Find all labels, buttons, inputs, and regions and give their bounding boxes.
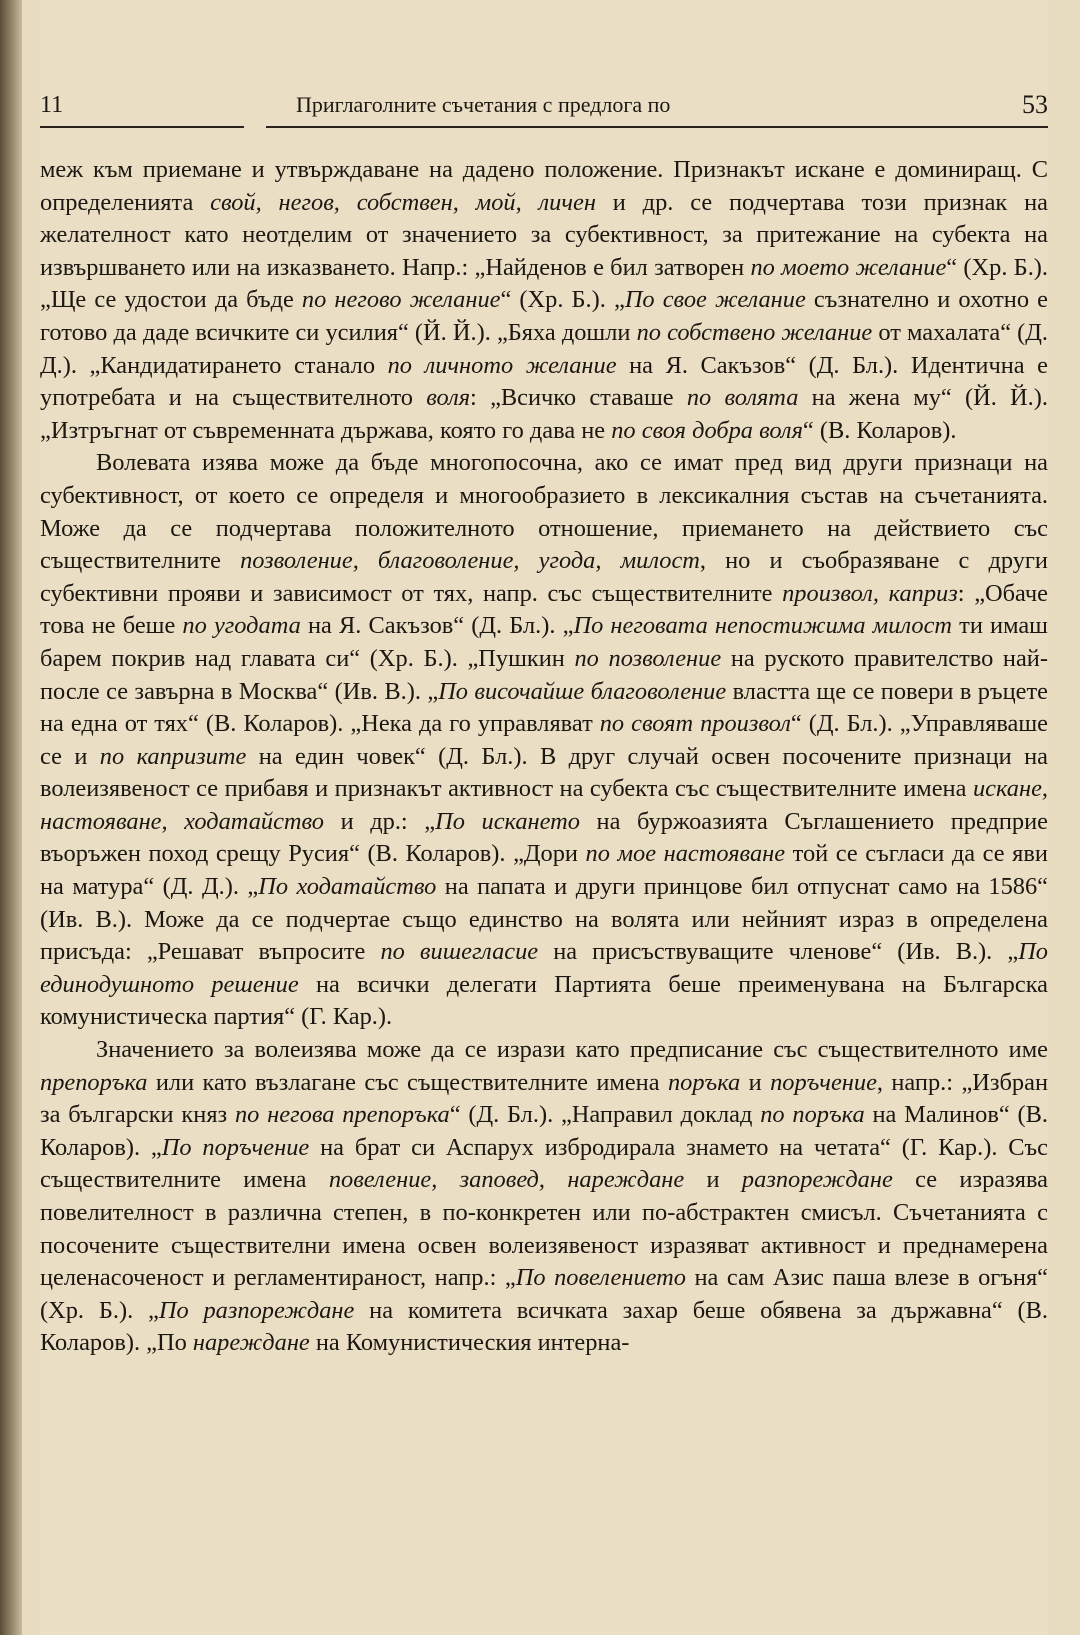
text-run: ти имаш барем покрив над главата си“ (Хр. Б.). „Пушкин <box>40 612 1048 672</box>
text-run: на брат си Аспарух избродирала знамето на четата“ (Г. Кар.). Със съществителните имена <box>40 1133 1048 1194</box>
italic-example-phrase: по поръка <box>760 1101 865 1129</box>
italic-example-phrase: По разпореждане <box>158 1296 355 1324</box>
italic-example-phrase: по позволение <box>574 644 722 672</box>
italic-example-phrase: По повелението <box>515 1264 686 1292</box>
text-run: : „Всичко ставаше <box>470 384 687 412</box>
italic-example-phrase: свой, негов, собствен, мой, личен <box>210 188 596 216</box>
text-run: “ (Хр. Б.). „Ще се удостои да бъде <box>40 253 1049 314</box>
text-run: съзнателно и охотно е готово да даде всичките си усилия“ (Й. Й.). „Бяха дошли <box>40 286 1048 346</box>
text-run: и др.: „ <box>324 807 436 835</box>
text-run: властта ще се повери в ръцете на една от тях“ (В. Коларов). „Нека да го управляват <box>40 677 1048 738</box>
text-run: “ (Д. Бл.). „Направил доклад <box>449 1101 761 1129</box>
text-run: на Я. Сакъзов“ (Д. Бл.). Идентична е употребата и на съществителното <box>40 351 1048 412</box>
italic-example-phrase: нареждане <box>192 1329 310 1357</box>
text-run: , но и съобразяване с други субективни прояви и зависимост от тях, напр. със съществителните <box>40 547 1048 607</box>
text-run: : „Обаче това не беше <box>40 579 1048 640</box>
italic-example-phrase: По ходатайство <box>258 873 437 901</box>
text-run: на сам Азис паша влезе в огъня“ (Хр. Б.). „ <box>40 1264 1049 1324</box>
paragraph <box>40 447 1048 1034</box>
text-run: на Комунистическия интерна- <box>309 1329 630 1357</box>
italic-example-phrase: по угодата <box>182 612 301 640</box>
italic-example-phrase: по негово желание <box>301 286 501 314</box>
page-number: 53 <box>1022 90 1048 119</box>
book-spine-shadow <box>0 0 22 1635</box>
text-run: и <box>740 1068 771 1096</box>
text-run: и <box>684 1166 742 1194</box>
text-run: на жена му“ (Й. Й.). „Изтръгнат от съвременната държава, която го дава не <box>40 384 1048 444</box>
italic-example-phrase: по собствено желание <box>636 318 873 346</box>
italic-example-phrase: по мое настояване <box>585 840 786 868</box>
text-run: “ (В. Коларов). <box>802 416 957 444</box>
text-run: на буржоазията Съглашението предприе въоръжен поход срещу Русия“ (В. Коларов). „Дори <box>40 807 1048 868</box>
italic-example-phrase: произвол, каприз <box>782 579 958 607</box>
text-run: или като възлагане със съществителните имена <box>147 1068 668 1096</box>
italic-example-phrase: разпореждане <box>741 1166 893 1194</box>
text-run: се изразява повелителност в различна степен, в по-конкретен или по-абстрактен смисъл. Съчетанията с посочените съществителни имена освен волеизявеност изразяват активност и преднамерена целенасоченост и регламентираност, напр.: „ <box>40 1166 1048 1292</box>
running-title: Приглаголните съчетания с предлога по <box>296 92 671 117</box>
header-rule-right <box>266 126 1048 128</box>
text-run: от махалата“ (Д. Д.). „Кандидатирането станало <box>40 318 1048 379</box>
italic-example-phrase: По височайше благоволение <box>438 677 727 705</box>
text-run: на Я. Сакъзов“ (Д. Бл.). „ <box>300 612 574 640</box>
text-run: на руското правителство най-после се завърна в Москва“ (Ив. В.). „ <box>40 644 1048 705</box>
italic-example-phrase: По единодушното решение <box>40 938 1048 998</box>
text-run: , напр.: „Избран за български княз <box>40 1068 1049 1129</box>
italic-example-phrase: По искането <box>435 807 580 835</box>
text-run: на Малинов“ (В. Коларов). „ <box>40 1101 1048 1161</box>
text-run: “ (Хр. Б.). „ <box>500 286 625 314</box>
text-run: и др. се подчертава този признак на желателност като неотделим от значението за субективност, за притежание на субекта на извършването или на изказването. Напр.: „Найденов е бил затворен <box>40 188 1048 281</box>
paragraph <box>40 154 1048 447</box>
page-header <box>40 92 1048 132</box>
italic-example-phrase: по моето желание <box>750 253 947 281</box>
text-run: Значението за волеизява може да се изрази като предписание със съществителното име <box>96 1036 1048 1064</box>
text-run: на един човек“ (Д. Бл.). В друг случай освен посочените признаци на волеизявеност се прибавя и признакът активност на субекта със съществителните имена <box>40 742 1048 803</box>
italic-example-phrase: по своят произвол <box>599 710 791 738</box>
italic-example-phrase: По поръчение <box>161 1133 310 1161</box>
text-run: той се съгласи да се яви на матура“ (Д. Д.). „ <box>40 840 1048 901</box>
text-run: Волевата изява може да бъде многопосочна, ако се имат пред вид други признаци на субективност, от което се определя и многообразието в лексикалния състав на съчетанията. Може да се подчертава положителното отношение, приемането на действието със съществителните <box>40 449 1048 575</box>
italic-example-phrase: позволение, благоволение, угода, милост <box>240 547 700 575</box>
italic-example-phrase: по личното желание <box>387 351 617 379</box>
italic-example-phrase: По свое желание <box>624 286 806 314</box>
text-run: на комитета всичката захар беше обявена за държавна“ (В. Коларов). „По <box>40 1296 1048 1357</box>
italic-example-phrase: по негова препоръка <box>234 1101 450 1129</box>
text-run: на папата и други принцове бил отпуснат само на 1586“ (Ив. В.). Може да се подчертае също единство на волята или нейният израз в определена присъда: „Решават въпросите <box>40 873 1049 966</box>
body-text <box>40 154 1048 1360</box>
italic-example-phrase: По неговата непостижима милост <box>573 612 953 640</box>
italic-example-phrase: по своя добра воля <box>611 416 803 444</box>
header-rule-left <box>40 126 244 128</box>
italic-example-phrase: по волята <box>686 384 799 412</box>
italic-example-phrase: по вишегласие <box>380 938 539 966</box>
text-run: на присъствуващите членове“ (Ив. В.). „ <box>538 938 1019 966</box>
italic-example-phrase: поръка <box>667 1068 741 1096</box>
italic-example-phrase: искане, настояване, ходатайство <box>40 775 1048 835</box>
text-run: “ (Д. Бл.). „Управляваше се и <box>40 710 1048 770</box>
text-run: меж към приемане и утвърждаване на дадено положение. Признакът искане е доминиращ. С определенията <box>40 156 1048 216</box>
text-run: на всички делегати Партията беше преименувана на Българска комунистическа партия“ (Г. Кар.). <box>40 970 1049 1031</box>
italic-example-phrase: повеление, заповед, нареждане <box>328 1166 685 1194</box>
italic-example-phrase: препоръка <box>40 1068 148 1096</box>
paragraph <box>40 1034 1048 1360</box>
italic-example-phrase: воля <box>426 384 471 412</box>
italic-example-phrase: поръчение <box>770 1068 877 1096</box>
book-page <box>40 0 1048 1635</box>
chapter-number: 11 <box>40 92 64 118</box>
italic-example-phrase: по капризите <box>99 742 247 770</box>
